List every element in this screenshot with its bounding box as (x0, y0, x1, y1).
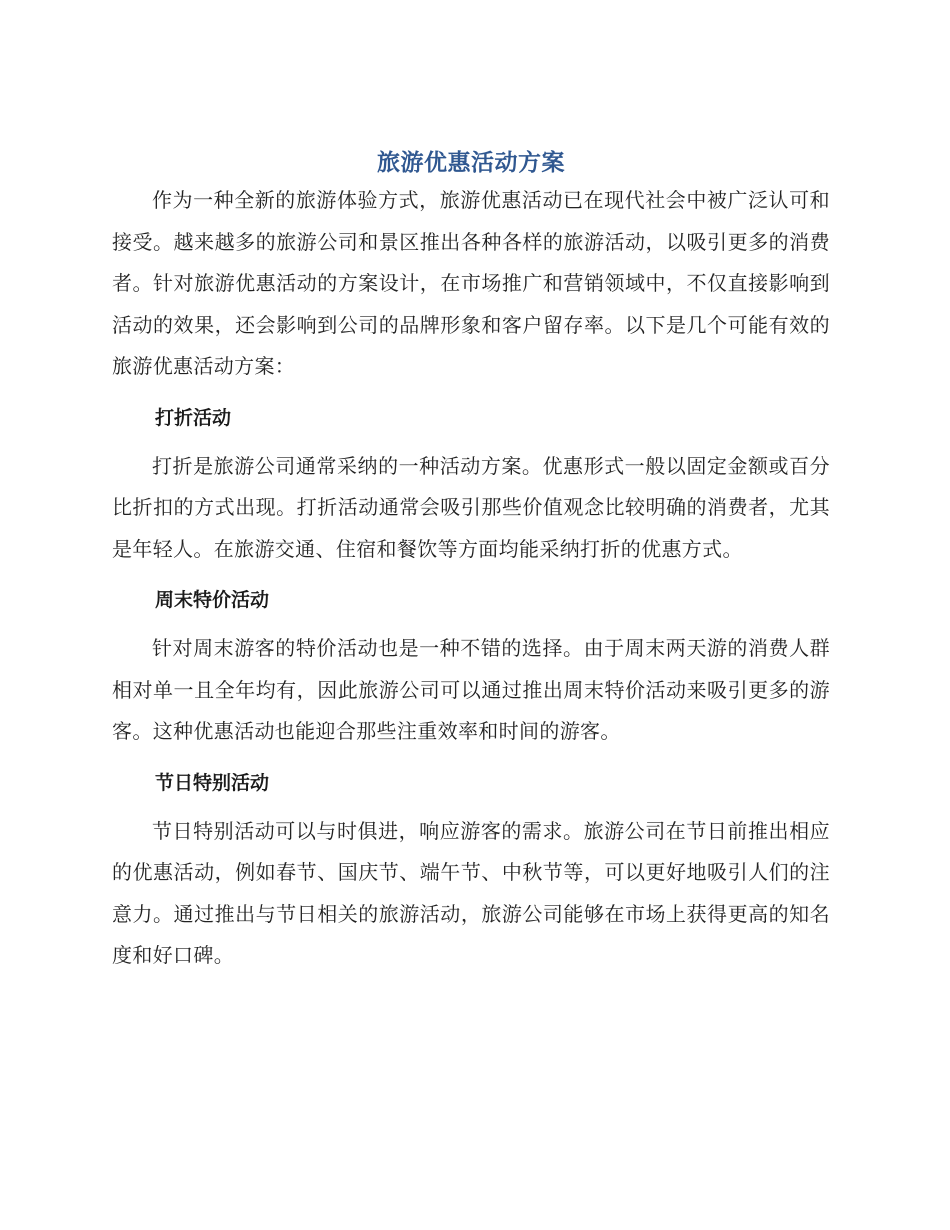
section-discount (112, 403, 830, 571)
document-title: 旅游优惠活动方案 (377, 150, 565, 176)
section-paragraph-weekend-special: 针对周末游客的特价活动也是一种不错的选择。由于周末两天游的消费人群相对单一且全年均有，因此旅游公司可以通过推出周末特价活动来吸引更多的游客。这种优惠活动也能迎合那些注重效率和时间的游客。 (112, 636, 830, 743)
document-body (112, 146, 830, 977)
section-paragraph-holiday-special: 节日特别活动可以与时俱进，响应游客的需求。旅游公司在节日前推出相应的优惠活动，例如春节、国庆节、端午节、中秋节等，可以更好地吸引人们的注意力。通过推出与节日相关的旅游活动，旅游公司能够在市场上获得更高的知名度和好口碑。 (112, 818, 830, 967)
section-paragraph-discount: 打折是旅游公司通常采纳的一种活动方案。优惠形式一般以固定金额或百分比折扣的方式出现。打折活动通常会吸引那些价值观念比较明确的消费者，尤其是年轻人。在旅游交通、住宿和餐饮等方面均能采纳打折的优惠方式。 (112, 453, 830, 561)
section-holiday-special (112, 768, 830, 977)
section-heading-holiday-special: 节日特别活动 (155, 771, 270, 794)
section-heading-weekend-special: 周末特价活动 (155, 589, 270, 611)
section-weekend-special (112, 585, 830, 753)
intro-paragraph: 作为一种全新的旅游体验方式，旅游优惠活动已在现代社会中被广泛认可和接受。越来越多的旅游公司和景区推出各种各样的旅游活动，以吸引更多的消费者。针对旅游优惠活动的方案设计，在市场推广和营销领域中，不仅直接影响到活动的效果，还会影响到公司的品牌形象和客户留存率。以下是几个可能有效的旅游优惠活动方案： (112, 188, 830, 378)
section-heading-discount: 打折活动 (155, 406, 232, 429)
